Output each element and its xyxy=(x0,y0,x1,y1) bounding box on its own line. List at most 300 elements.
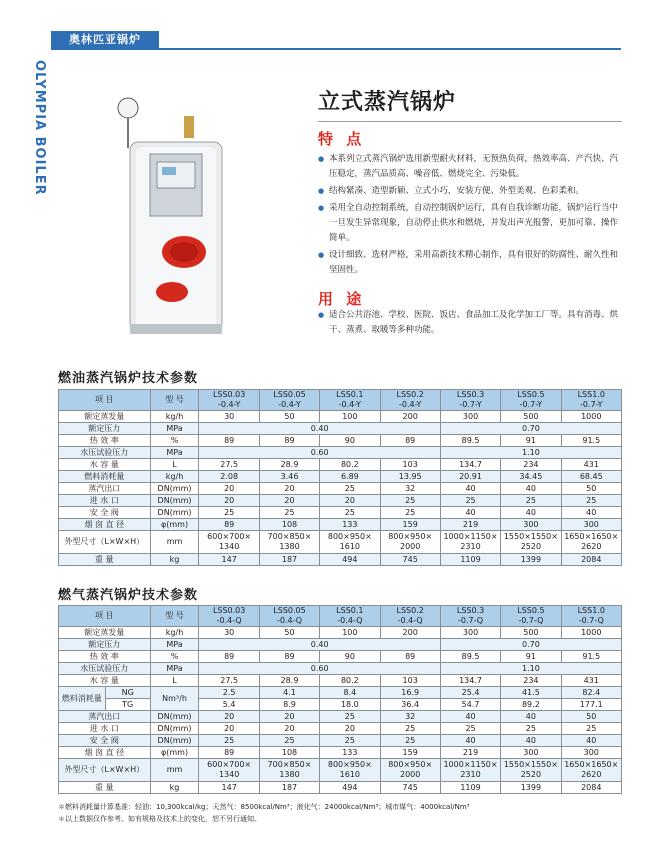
dim-line: 1650×1650× xyxy=(564,760,619,769)
table-cell: 27.5 xyxy=(199,675,259,687)
table-cell: 80.2 xyxy=(320,459,380,471)
table-cell: 89.2 xyxy=(501,699,561,711)
model-line: -0.4-Y xyxy=(398,400,422,409)
table-cell: 25 xyxy=(320,711,380,723)
table-cell: 133 xyxy=(320,519,380,531)
row-label: 额定压力 xyxy=(59,639,151,651)
table-cell: 234 xyxy=(501,675,561,687)
table-row xyxy=(59,627,622,639)
dim-line: 800×950× xyxy=(388,760,433,769)
row-label: 水 容 量 xyxy=(59,675,151,687)
table-row xyxy=(59,435,622,447)
table-cell: 89 xyxy=(199,651,259,663)
model-line: LSS0.03 xyxy=(212,606,246,615)
feature-item: ● 设计细致、选材严格，采用高新技术精心制作，具有很好的防腐性、耐久性和坚固性。 xyxy=(318,248,624,278)
table-cell: 133 xyxy=(320,747,380,759)
table-cell: 40 xyxy=(501,483,561,495)
table-cell: 2084 xyxy=(561,554,621,566)
model-line: -0.4-Q xyxy=(276,616,303,625)
table-cell: 89 xyxy=(199,435,259,447)
features-list xyxy=(318,152,624,280)
table-cell: 89 xyxy=(199,747,259,759)
features-heading: 特 点 xyxy=(318,130,366,148)
table-cell: 494 xyxy=(320,782,380,794)
model-line: LSS0.2 xyxy=(396,390,424,399)
row-unit: mm xyxy=(150,759,199,782)
dim-line: 1000×1150× xyxy=(443,760,498,769)
dim-line: 1550×1550× xyxy=(503,532,558,541)
table-cell: 28.9 xyxy=(259,459,319,471)
table-cell: 234 xyxy=(501,459,561,471)
header-model: 型 号 xyxy=(150,390,199,411)
table-cell: 16.9 xyxy=(380,687,440,699)
header-model-code xyxy=(501,606,561,627)
row-unit: kg xyxy=(150,554,199,566)
table-cell: 108 xyxy=(259,519,319,531)
table-cell: 2.5 xyxy=(199,687,259,699)
table-cell xyxy=(501,531,561,554)
header-item: 项 目 xyxy=(59,390,151,411)
table-cell xyxy=(320,531,380,554)
table-cell: 0.60 xyxy=(199,663,440,675)
row-label: 额定压力 xyxy=(59,423,151,435)
gas-spec-table xyxy=(58,605,622,794)
row-unit: DN(mm) xyxy=(150,507,199,519)
table-cell: 20.91 xyxy=(440,471,500,483)
table-cell: 134.7 xyxy=(440,675,500,687)
table-cell: 300 xyxy=(561,747,621,759)
table-cell: 100 xyxy=(320,627,380,639)
header-model-code xyxy=(440,390,500,411)
header-model-code xyxy=(561,390,621,411)
table-cell: 28.9 xyxy=(259,675,319,687)
model-line: -0.4-Y xyxy=(278,400,301,409)
table-cell: 431 xyxy=(561,459,621,471)
table-cell: 50 xyxy=(561,711,621,723)
header-model-code xyxy=(199,390,259,411)
table-cell: 13.95 xyxy=(380,471,440,483)
row-label: 进 水 口 xyxy=(59,723,151,735)
dim-line: 700×850× xyxy=(267,760,312,769)
model-line: -0.7-Q xyxy=(457,616,484,625)
model-line: LSS0.03 xyxy=(212,390,246,399)
header-model-code xyxy=(259,606,319,627)
row-label: 额定蒸发量 xyxy=(59,411,151,423)
table-cell: 25 xyxy=(501,723,561,735)
row-label: 蒸汽出口 xyxy=(59,711,151,723)
model-line: LSS0.2 xyxy=(396,606,424,615)
table-cell: 25 xyxy=(199,507,259,519)
table-cell: 300 xyxy=(440,411,500,423)
row-unit: % xyxy=(150,435,199,447)
table-cell xyxy=(501,759,561,782)
row-unit: L xyxy=(150,675,199,687)
row-unit: mm xyxy=(150,531,199,554)
table-row xyxy=(59,447,622,459)
table-cell: 103 xyxy=(380,675,440,687)
table-cell: 147 xyxy=(199,554,259,566)
row-unit: kg/h xyxy=(150,471,199,483)
side-brand-label: OLYMPIA BOILER xyxy=(32,60,47,196)
table-cell: 89.5 xyxy=(440,651,500,663)
row-unit: DN(mm) xyxy=(150,495,199,507)
table-header-row xyxy=(59,390,622,411)
row-unit: DN(mm) xyxy=(150,483,199,495)
dim-line: 1340 xyxy=(218,542,240,551)
oil-spec-table xyxy=(58,389,622,566)
table-cell: 219 xyxy=(440,747,500,759)
top-divider xyxy=(51,48,621,50)
table-row xyxy=(59,639,622,651)
table-cell: 1000 xyxy=(561,411,621,423)
model-line: -0.4-Q xyxy=(397,616,423,625)
table-cell: 187 xyxy=(259,782,319,794)
table-cell: 159 xyxy=(380,519,440,531)
dim-line: 1610 xyxy=(339,770,361,779)
table-row xyxy=(59,531,622,554)
row-label: 重 量 xyxy=(59,782,151,794)
table-cell: 25 xyxy=(501,495,561,507)
table-cell: 494 xyxy=(320,554,380,566)
table-cell: 18.0 xyxy=(320,699,380,711)
model-line: LSS0.5 xyxy=(517,606,545,615)
table-cell: 80.2 xyxy=(320,675,380,687)
row-sublabel: TG xyxy=(105,699,150,711)
table-row xyxy=(59,759,622,782)
row-label: 水压试验压力 xyxy=(59,663,151,675)
table-cell: 89 xyxy=(380,435,440,447)
header-model-code xyxy=(380,606,440,627)
table-cell: 5.4 xyxy=(199,699,259,711)
table-cell: 300 xyxy=(501,747,561,759)
model-line: -0.7-Q xyxy=(518,616,544,625)
table-cell: 200 xyxy=(380,627,440,639)
table-row xyxy=(59,723,622,735)
header-model-code xyxy=(380,390,440,411)
model-line: -0.7-Q xyxy=(578,616,604,625)
model-line: -0.4-Y xyxy=(217,400,241,409)
dim-line: 2000 xyxy=(400,770,421,779)
row-label: 烟 囱 直 径 xyxy=(59,747,151,759)
table-cell: 32 xyxy=(380,711,440,723)
table-row xyxy=(59,495,622,507)
brand-tag: 奥林匹亚锅炉 xyxy=(51,31,159,49)
table-row xyxy=(59,459,622,471)
table-row xyxy=(59,782,622,794)
row-label: 进 水 口 xyxy=(59,495,151,507)
table-cell xyxy=(561,531,621,554)
oil-table-title: 燃油蒸汽锅炉技术参数 xyxy=(58,371,199,386)
table-cell: 0.70 xyxy=(440,639,621,651)
table-cell: 25 xyxy=(380,735,440,747)
table-cell: 91 xyxy=(501,651,561,663)
table-cell: 34.45 xyxy=(501,471,561,483)
row-label: 外型尺寸（L×W×H） xyxy=(59,531,151,554)
model-line: LSS0.5 xyxy=(517,390,545,399)
table-row xyxy=(59,411,622,423)
table-cell xyxy=(440,759,500,782)
table-cell: 0.60 xyxy=(199,447,440,459)
dim-line: 1380 xyxy=(279,770,300,779)
row-label: 安 全 阀 xyxy=(59,507,151,519)
table-cell: 108 xyxy=(259,747,319,759)
table-cell: 40 xyxy=(561,735,621,747)
header-model-code xyxy=(320,606,380,627)
table-cell: 745 xyxy=(380,782,440,794)
table-cell: 40 xyxy=(501,507,561,519)
table-cell: 8.4 xyxy=(320,687,380,699)
dim-line: 800×950× xyxy=(327,532,372,541)
table-cell: 20 xyxy=(259,711,319,723)
table-cell: 20 xyxy=(259,483,319,495)
footnotes xyxy=(58,801,469,825)
row-label: 水 容 量 xyxy=(59,459,151,471)
table-cell: 1000 xyxy=(561,627,621,639)
table-cell: 8.9 xyxy=(259,699,319,711)
model-line: LSS0.1 xyxy=(336,390,364,399)
row-label: 燃料消耗量 xyxy=(59,471,151,483)
header-model-code xyxy=(320,390,380,411)
table-cell: 25 xyxy=(561,495,621,507)
table-cell: 1109 xyxy=(440,782,500,794)
row-label: 外型尺寸（L×W×H） xyxy=(59,759,151,782)
table-cell: 300 xyxy=(440,627,500,639)
dim-line: 2620 xyxy=(581,770,602,779)
dim-line: 2520 xyxy=(520,770,542,779)
model-line: LSS0.1 xyxy=(336,606,364,615)
row-label: 重 量 xyxy=(59,554,151,566)
table-cell: 25 xyxy=(380,723,440,735)
table-cell: 0.40 xyxy=(199,423,440,435)
table-cell xyxy=(199,531,259,554)
table-cell: 90 xyxy=(320,651,380,663)
row-unit: MPa xyxy=(150,639,199,651)
footnote: ＊燃料消耗量计算基准：轻油：10,300kcal/kg；天然气：8500kcal/Nm³；液化气：24000kcal/Nm³；城市煤气：4000kcal/Nm³ xyxy=(58,803,470,811)
header-model-code xyxy=(561,606,621,627)
table-cell: 300 xyxy=(501,519,561,531)
dim-line: 2310 xyxy=(460,542,481,551)
table-cell: 25 xyxy=(320,507,380,519)
table-cell: 20 xyxy=(199,711,259,723)
model-line: -0.4-Q xyxy=(337,616,363,625)
table-cell xyxy=(380,759,440,782)
dim-line: 800×950× xyxy=(388,532,433,541)
model-line: LSS1.0 xyxy=(577,390,605,399)
table-cell: 89.5 xyxy=(440,435,500,447)
row-label: 热 效 率 xyxy=(59,651,151,663)
row-label: 水压试验压力 xyxy=(59,447,151,459)
table-cell: 4.1 xyxy=(259,687,319,699)
row-unit: MPa xyxy=(150,447,199,459)
table-row xyxy=(59,423,622,435)
table-cell: 91 xyxy=(501,435,561,447)
table-cell: 30 xyxy=(199,411,259,423)
model-line: -0.4-Y xyxy=(338,400,362,409)
table-cell: 36.4 xyxy=(380,699,440,711)
table-cell: 2.08 xyxy=(199,471,259,483)
table-cell: 25 xyxy=(199,735,259,747)
table-cell: 200 xyxy=(380,411,440,423)
feature-item: ● 本系列立式蒸汽锅炉选用新型耐火材料，无预热负荷，热效率高、产汽快、汽压稳定，蒸汽品质高、噪音低、燃烧完全、污染低。 xyxy=(318,152,624,182)
row-unit: Nm³/h xyxy=(150,687,199,711)
table-cell: 68.45 xyxy=(561,471,621,483)
table-row xyxy=(59,747,622,759)
dim-line: 2520 xyxy=(520,542,542,551)
table-cell: 40 xyxy=(561,507,621,519)
row-unit: DN(mm) xyxy=(150,711,199,723)
table-cell xyxy=(440,531,500,554)
row-sublabel: NG xyxy=(105,687,150,699)
table-cell: 431 xyxy=(561,675,621,687)
table-cell: 20 xyxy=(320,495,380,507)
table-cell: 25.4 xyxy=(440,687,500,699)
table-cell: 1399 xyxy=(501,782,561,794)
table-cell: 89 xyxy=(199,519,259,531)
row-label: 安 全 阀 xyxy=(59,735,151,747)
row-unit: DN(mm) xyxy=(150,723,199,735)
table-cell: 25 xyxy=(561,723,621,735)
table-cell: 1109 xyxy=(440,554,500,566)
row-label: 烟 囱 直 径 xyxy=(59,519,151,531)
table-cell: 3.46 xyxy=(259,471,319,483)
row-unit: kg xyxy=(150,782,199,794)
table-cell: 25 xyxy=(259,507,319,519)
table-cell: 40 xyxy=(440,735,500,747)
table-cell: 187 xyxy=(259,554,319,566)
table-cell: 25 xyxy=(259,735,319,747)
table-cell: 20 xyxy=(199,495,259,507)
table-row xyxy=(59,663,622,675)
dim-line: 1650×1650× xyxy=(564,532,619,541)
feature-item: ● 采用全自动控制系统，自动控制锅炉运行，具有自我诊断功能，锅炉运行当中一旦发生异常现象，自动停止供水和燃烧，并发出声光报警，更加可靠、操作简单。 xyxy=(318,201,624,246)
dim-line: 1380 xyxy=(279,542,300,551)
dim-line: 1000×1150× xyxy=(443,532,498,541)
table-cell: 41.5 xyxy=(501,687,561,699)
model-line: -0.7-Y xyxy=(519,400,543,409)
table-cell: 500 xyxy=(501,411,561,423)
page-title: 立式蒸汽锅炉 xyxy=(318,90,457,115)
table-row xyxy=(59,554,622,566)
row-unit: kg/h xyxy=(150,627,199,639)
table-row xyxy=(59,735,622,747)
table-cell: 50 xyxy=(561,483,621,495)
table-row xyxy=(59,483,622,495)
model-line: -0.7-Y xyxy=(580,400,603,409)
table-cell: 134.7 xyxy=(440,459,500,471)
table-cell: 25 xyxy=(320,483,380,495)
table-cell: 91.5 xyxy=(561,651,621,663)
dim-line: 700×850× xyxy=(267,532,312,541)
table-cell xyxy=(199,759,259,782)
table-cell: 54.7 xyxy=(440,699,500,711)
table-cell: 82.4 xyxy=(561,687,621,699)
table-cell: 40 xyxy=(501,711,561,723)
row-unit: DN(mm) xyxy=(150,735,199,747)
row-unit: kg/h xyxy=(150,411,199,423)
table-cell: 25 xyxy=(440,723,500,735)
gas-table-title: 燃气蒸汽锅炉技术参数 xyxy=(58,588,199,603)
table-row xyxy=(59,651,622,663)
table-cell: 89 xyxy=(259,651,319,663)
model-line: LSS0.3 xyxy=(456,606,485,615)
table-row xyxy=(59,687,622,699)
table-cell: 50 xyxy=(259,411,319,423)
model-line: LSS0.05 xyxy=(273,606,306,615)
table-cell: 25 xyxy=(380,507,440,519)
title-rule xyxy=(318,121,622,122)
table-cell: 500 xyxy=(501,627,561,639)
row-label: 蒸汽出口 xyxy=(59,483,151,495)
row-unit: φ(mm) xyxy=(150,519,199,531)
usage-item: ● 适合公共浴池、学校、医院、饭店、食品加工及化学加工厂等。具有消毒、烘干、蒸煮、取暖等多种功能。 xyxy=(318,308,624,338)
table-cell: 25 xyxy=(320,735,380,747)
table-cell: 0.40 xyxy=(199,639,440,651)
model-line: LSS0.05 xyxy=(273,390,306,399)
table-cell: 27.5 xyxy=(199,459,259,471)
model-line: LSS1.0 xyxy=(577,606,605,615)
row-unit: MPa xyxy=(150,663,199,675)
row-label: 燃料消耗量 xyxy=(59,687,106,711)
table-cell: 20 xyxy=(259,495,319,507)
table-cell: 20 xyxy=(199,483,259,495)
table-cell: 219 xyxy=(440,519,500,531)
usage-list xyxy=(318,308,624,338)
table-row xyxy=(59,699,622,711)
table-cell: 1399 xyxy=(501,554,561,566)
dim-line: 600×700× xyxy=(207,532,252,541)
table-cell: 1.10 xyxy=(440,447,621,459)
table-cell: 6.89 xyxy=(320,471,380,483)
table-cell: 2084 xyxy=(561,782,621,794)
table-cell: 40 xyxy=(440,483,500,495)
table-cell: 40 xyxy=(440,507,500,519)
table-cell: 0.70 xyxy=(440,423,621,435)
table-cell: 100 xyxy=(320,411,380,423)
table-row xyxy=(59,507,622,519)
table-cell: 20 xyxy=(259,723,319,735)
dim-line: 2310 xyxy=(460,770,481,779)
table-cell: 177.1 xyxy=(561,699,621,711)
model-line: -0.4-Q xyxy=(216,616,242,625)
model-line: -0.7-Y xyxy=(459,400,482,409)
row-unit: L xyxy=(150,459,199,471)
row-unit: φ(mm) xyxy=(150,747,199,759)
table-cell: 89 xyxy=(259,435,319,447)
header-model-code xyxy=(501,390,561,411)
row-unit: % xyxy=(150,651,199,663)
usage-heading: 用 途 xyxy=(318,290,366,308)
table-row xyxy=(59,711,622,723)
table-cell: 25 xyxy=(440,495,500,507)
table-cell: 91.5 xyxy=(561,435,621,447)
table-cell: 103 xyxy=(380,459,440,471)
table-cell: 300 xyxy=(561,519,621,531)
dim-line: 1340 xyxy=(218,770,240,779)
table-cell xyxy=(561,759,621,782)
table-cell xyxy=(380,531,440,554)
header-model: 型 号 xyxy=(150,606,199,627)
table-cell xyxy=(320,759,380,782)
row-label: 额定蒸发量 xyxy=(59,627,151,639)
dim-line: 2620 xyxy=(581,542,602,551)
header-model-code xyxy=(440,606,500,627)
table-cell: 147 xyxy=(199,782,259,794)
table-cell: 40 xyxy=(440,711,500,723)
table-cell: 25 xyxy=(380,495,440,507)
table-cell: 32 xyxy=(380,483,440,495)
dim-line: 1610 xyxy=(339,542,361,551)
table-header-row xyxy=(59,606,622,627)
